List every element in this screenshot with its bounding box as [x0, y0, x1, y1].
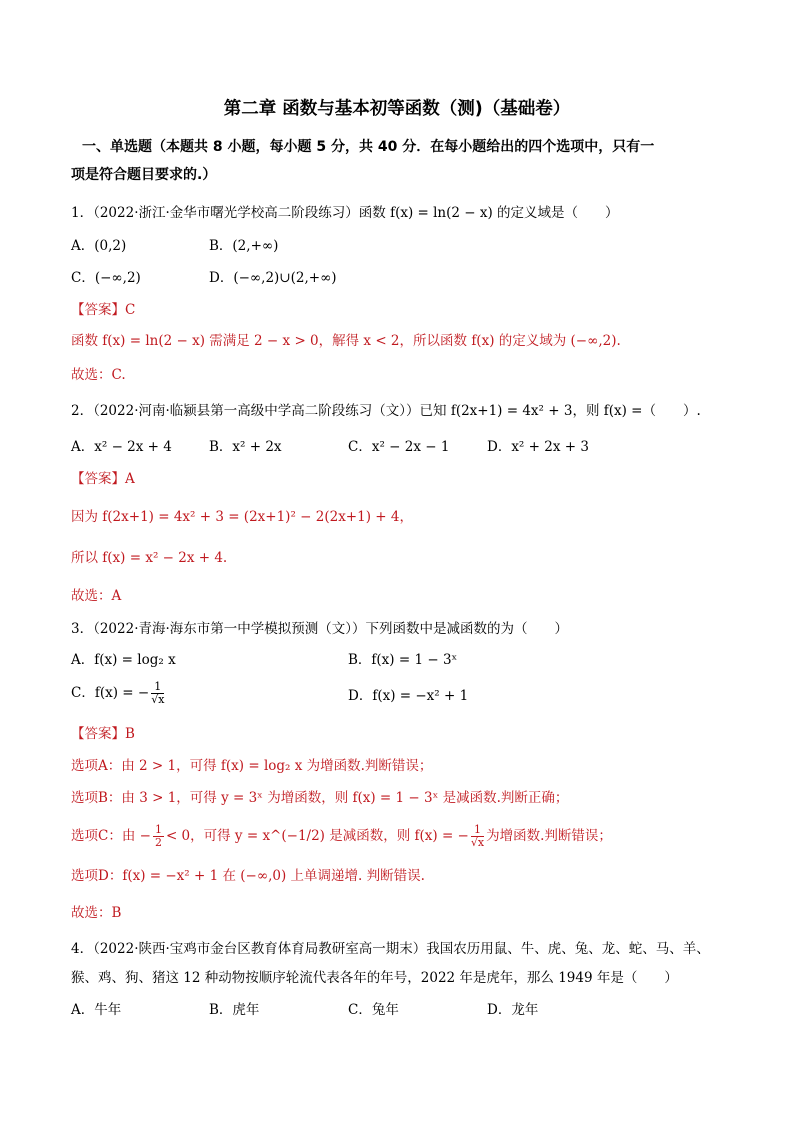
q3-stem: 3．（2022·青海·海东市第一中学模拟预测（文））下列函数中是减函数的为（ ） [71, 621, 569, 637]
q3-option-b: B．f(x) = 1 − 3ˣ [348, 652, 458, 668]
q2-answer: 【答案】A [71, 471, 135, 487]
section-heading: 一、单选题（本题共 8 小题，每小题 5 分，共 40 分．在每小题给出的四个选项中，只有一 [82, 139, 655, 155]
q2-explanation-2: 所以 f(x) = x² − 2x + 4. [71, 550, 228, 566]
q4-stem-2: 猴、鸡、狗、猪这 12 种动物按顺序轮流代表各年的年号，2022 年是虎年，那么 1949 年是（ ） [71, 970, 678, 986]
q2-selection: 故选：A [71, 588, 122, 604]
q3-exp-c-den2: √x [470, 836, 485, 849]
q3-exp-c-num1: 1 [154, 823, 162, 836]
q3-explanation-d: 选项D：f(x) = −x² + 1 在 (−∞,0) 上单调递增. 判断错误. [71, 868, 425, 884]
q3-explanation-b: 选项B：由 3 > 1，可得 y = 3ˣ 为增函数，则 f(x) = 1 − 3ˣ 是减函数.判断正确； [71, 790, 569, 806]
q3-exp-c-prefix: 选项C：由 − [71, 828, 151, 844]
q1-answer: 【答案】C [71, 302, 136, 318]
q1-option-b: B．(2,+∞) [209, 238, 279, 254]
q1-option-c: C．(−∞,2) [71, 270, 141, 286]
q3-selection: 故选：B [71, 905, 122, 921]
section-heading-cont: 项是符合题目要求的.） [71, 167, 217, 183]
q3-explanation-c [71, 824, 612, 849]
q1-selection: 故选：C. [71, 367, 126, 383]
q1-option-a: A．(0,2) [71, 238, 127, 254]
q2-explanation-1: 因为 f(2x+1) = 4x² + 3 = (2x+1)² − 2(2x+1) + 4， [71, 509, 413, 525]
q3-exp-c-fraction-1 [153, 824, 164, 849]
q3-option-c-fraction [151, 681, 164, 706]
page-title: 第二章 函数与基本初等函数（测)（基础卷） [223, 99, 571, 119]
q3-exp-c-fraction-2 [471, 824, 484, 849]
q4-stem-1: 4．（2022·陕西·宝鸡市金台区教育体育局教研室高一期末）我国农历用鼠、牛、虎、兔、龙、蛇、马、羊、 [71, 941, 710, 957]
q3-exp-c-den1: 2 [154, 836, 162, 849]
q2-stem: 2．（2022·河南·临颍县第一高级中学高二阶段练习（文））已知 f(2x+1) = 4x² + 3，则 f(x) =（ ）. [71, 403, 701, 419]
q3-option-c-prefix: C．f(x) = − [71, 685, 150, 701]
q4-option-a: A．牛年 [71, 1002, 122, 1018]
q4-option-c: C．兔年 [348, 1002, 399, 1018]
q2-option-b: B．x² + 2x [209, 439, 282, 455]
q1-explanation: 函数 f(x) = ln(2 − x) 需满足 2 − x > 0，解得 x < 2，所以函数 f(x) 的定义域为 (−∞,2). [71, 333, 621, 349]
q3-option-c-denominator: √x [151, 693, 165, 706]
q3-exp-c-middle: < 0，可得 y = x^(−1/2) 是减函数，则 f(x) = − [165, 828, 469, 844]
q3-option-c [71, 681, 166, 706]
q3-exp-c-suffix: 为增函数.判断错误； [486, 828, 612, 844]
q2-option-a: A．x² − 2x + 4 [71, 439, 172, 455]
q4-option-d: D．龙年 [487, 1002, 539, 1018]
q3-answer: 【答案】B [71, 726, 135, 742]
q3-option-d: D．f(x) = −x² + 1 [348, 688, 469, 704]
q3-option-a: A．f(x) = log₂ x [71, 652, 176, 668]
q3-explanation-a: 选项A：由 2 > 1，可得 f(x) = log₂ x 为增函数.判断错误； [71, 758, 433, 774]
q4-option-b: B．虎年 [209, 1002, 260, 1018]
q1-stem: 1．（2022·浙江·金华市曙光学校高二阶段练习）函数 f(x) = ln(2 − x) 的定义域是（ ） [71, 205, 619, 221]
q2-option-c: C．x² − 2x − 1 [348, 439, 450, 455]
q1-option-d: D．(−∞,2)∪(2,+∞) [209, 270, 337, 286]
q3-exp-c-num2: 1 [471, 824, 484, 837]
q3-option-c-numerator: 1 [151, 681, 164, 694]
q2-option-d: D．x² + 2x + 3 [487, 439, 589, 455]
